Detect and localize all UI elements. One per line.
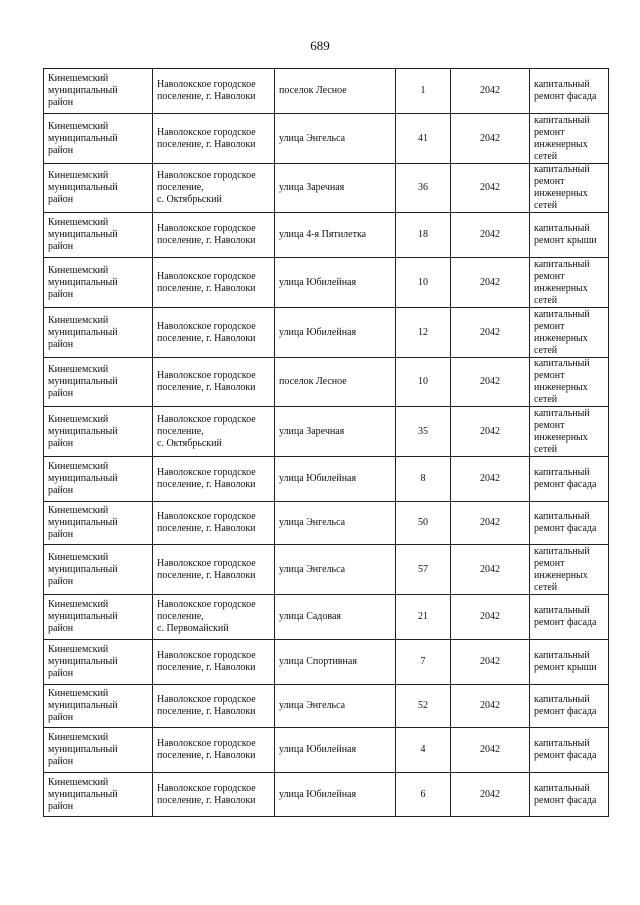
house-number-cell bbox=[396, 545, 451, 595]
year-cell bbox=[451, 213, 530, 258]
district-cell bbox=[44, 502, 153, 545]
work-type-cell bbox=[530, 640, 609, 685]
table-row bbox=[44, 114, 609, 164]
work-type-cell bbox=[530, 457, 609, 502]
settlement-cell bbox=[153, 595, 275, 640]
street-cell bbox=[275, 728, 396, 773]
street-cell-text: улица 4-я Пятилетка bbox=[279, 229, 367, 240]
work-type-cell-text: капитальный ремонт фасада bbox=[534, 467, 597, 490]
district-cell bbox=[44, 595, 153, 640]
settlement-cell-text: Наволокское городское поселение, г. Наволоки bbox=[157, 223, 256, 246]
settlement-cell-text: Наволокское городское поселение, г. Наволоки bbox=[157, 370, 256, 393]
district-cell bbox=[44, 773, 153, 817]
settlement-cell bbox=[153, 213, 275, 258]
work-type-cell bbox=[530, 685, 609, 728]
settlement-cell bbox=[153, 258, 275, 308]
year-cell-text: 2042 bbox=[480, 132, 500, 144]
house-number-cell-text: 12 bbox=[418, 326, 428, 338]
work-type-cell-text: капитальный ремонт инженерных сетей bbox=[534, 114, 590, 162]
district-cell-text: Кинешемский муниципальный район bbox=[48, 413, 118, 449]
house-number-cell bbox=[396, 595, 451, 640]
district-cell bbox=[44, 407, 153, 457]
street-cell bbox=[275, 114, 396, 164]
work-type-cell-text: капитальный ремонт фасада bbox=[534, 694, 597, 717]
district-cell-text: Кинешемский муниципальный район bbox=[48, 73, 118, 108]
settlement-cell bbox=[153, 773, 275, 817]
table-row bbox=[44, 502, 609, 545]
house-number-cell bbox=[396, 502, 451, 545]
work-type-cell bbox=[530, 358, 609, 407]
table-row bbox=[44, 164, 609, 213]
settlement-cell bbox=[153, 407, 275, 457]
year-cell-text: 2042 bbox=[480, 276, 500, 288]
year-cell bbox=[451, 114, 530, 164]
district-cell-text: Кинешемский муниципальный район bbox=[48, 599, 118, 634]
house-number-cell-text: 10 bbox=[418, 376, 428, 387]
year-cell bbox=[451, 728, 530, 773]
district-cell-text: Кинешемский муниципальный район bbox=[48, 688, 118, 723]
year-cell bbox=[451, 358, 530, 407]
table-row bbox=[44, 685, 609, 728]
year-cell-text: 2042 bbox=[480, 656, 500, 667]
house-number-cell-text: 50 bbox=[418, 517, 428, 528]
year-cell bbox=[451, 773, 530, 817]
house-number-cell-text: 21 bbox=[418, 611, 428, 622]
district-cell-text: Кинешемский муниципальный район bbox=[48, 364, 118, 399]
year-cell-text: 2042 bbox=[480, 85, 500, 96]
table-body bbox=[44, 69, 609, 817]
street-cell-text: поселок Лесное bbox=[279, 376, 347, 387]
work-type-cell-text: капитальный ремонт фасада bbox=[534, 605, 597, 628]
year-cell bbox=[451, 457, 530, 502]
district-cell-text: Кинешемский муниципальный район bbox=[48, 732, 118, 767]
work-type-cell-text: капитальный ремонт крыши bbox=[534, 650, 597, 673]
house-number-cell bbox=[396, 213, 451, 258]
house-number-cell-text: 7 bbox=[420, 656, 426, 667]
district-cell-text: Кинешемский муниципальный район bbox=[48, 776, 118, 812]
settlement-cell bbox=[153, 685, 275, 728]
street-cell-text: улица Спортивная bbox=[279, 656, 357, 667]
house-number-cell bbox=[396, 773, 451, 817]
house-number-cell-text: 8 bbox=[420, 473, 426, 484]
house-number-cell-text: 18 bbox=[418, 229, 428, 240]
street-cell-text: улица Энгельса bbox=[279, 563, 346, 575]
district-cell bbox=[44, 213, 153, 258]
house-number-cell-text: 57 bbox=[418, 563, 428, 575]
street-cell bbox=[275, 457, 396, 502]
district-cell bbox=[44, 545, 153, 595]
settlement-cell-text: Наволокское городское поселение, г. Наволоки bbox=[157, 738, 256, 761]
year-cell-text: 2042 bbox=[480, 611, 500, 622]
district-cell-text: Кинешемский муниципальный район bbox=[48, 170, 118, 205]
work-type-cell-text: капитальный ремонт фасада bbox=[534, 738, 597, 761]
house-number-cell bbox=[396, 114, 451, 164]
year-cell bbox=[451, 308, 530, 358]
settlement-cell bbox=[153, 69, 275, 114]
house-number-cell bbox=[396, 258, 451, 308]
work-type-cell bbox=[530, 114, 609, 164]
year-cell bbox=[451, 685, 530, 728]
table-row bbox=[44, 457, 609, 502]
settlement-cell-text: Наволокское городское поселение, г. Наволоки bbox=[157, 126, 256, 150]
year-cell-text: 2042 bbox=[480, 182, 500, 193]
street-cell bbox=[275, 545, 396, 595]
house-number-cell-text: 1 bbox=[420, 85, 426, 96]
house-number-cell bbox=[396, 685, 451, 728]
settlement-cell bbox=[153, 114, 275, 164]
house-number-cell-text: 36 bbox=[418, 182, 428, 193]
year-cell bbox=[451, 69, 530, 114]
settlement-cell bbox=[153, 164, 275, 213]
table-row bbox=[44, 545, 609, 595]
house-number-cell-text: 6 bbox=[420, 788, 426, 800]
settlement-cell-text: Наволокское городское поселение, г. Наволоки bbox=[157, 320, 256, 344]
work-type-cell bbox=[530, 728, 609, 773]
table-row bbox=[44, 258, 609, 308]
year-cell-text: 2042 bbox=[480, 563, 500, 575]
year-cell-text: 2042 bbox=[480, 788, 500, 800]
work-type-cell bbox=[530, 258, 609, 308]
street-cell bbox=[275, 773, 396, 817]
street-cell-text: улица Садовая bbox=[279, 611, 342, 622]
district-cell bbox=[44, 114, 153, 164]
street-cell bbox=[275, 164, 396, 213]
year-cell bbox=[451, 258, 530, 308]
work-type-cell-text: капитальный ремонт инженерных сетей bbox=[534, 545, 590, 593]
settlement-cell-text: Наволокское городское поселение, г. Наволоки bbox=[157, 557, 256, 581]
settlement-cell-text: Наволокское городское поселение, г. Наволоки bbox=[157, 270, 256, 294]
house-number-cell-text: 10 bbox=[418, 276, 428, 288]
street-cell-text: поселок Лесное bbox=[279, 85, 347, 96]
page-number: 689 bbox=[310, 38, 330, 53]
district-cell bbox=[44, 164, 153, 213]
work-type-cell bbox=[530, 773, 609, 817]
year-cell-text: 2042 bbox=[480, 425, 500, 437]
table-row bbox=[44, 640, 609, 685]
district-cell-text: Кинешемский муниципальный район bbox=[48, 644, 118, 679]
work-type-cell-text: капитальный ремонт фасада bbox=[534, 79, 597, 102]
district-cell bbox=[44, 258, 153, 308]
year-cell-text: 2042 bbox=[480, 326, 500, 338]
house-number-cell bbox=[396, 308, 451, 358]
table-row bbox=[44, 358, 609, 407]
year-cell-text: 2042 bbox=[480, 473, 500, 484]
street-cell bbox=[275, 407, 396, 457]
house-number-cell bbox=[396, 69, 451, 114]
work-type-cell-text: капитальный ремонт инженерных сетей bbox=[534, 308, 590, 356]
district-cell-text: Кинешемский муниципальный район bbox=[48, 217, 118, 252]
work-type-cell bbox=[530, 69, 609, 114]
street-cell-text: улица Юбилейная bbox=[279, 276, 357, 288]
work-type-cell-text: капитальный ремонт инженерных сетей bbox=[534, 358, 590, 405]
year-cell-text: 2042 bbox=[480, 376, 500, 387]
table-row bbox=[44, 69, 609, 114]
work-type-cell-text: капитальный ремонт инженерных сетей bbox=[534, 164, 590, 211]
settlement-cell bbox=[153, 457, 275, 502]
street-cell bbox=[275, 308, 396, 358]
table-row bbox=[44, 213, 609, 258]
district-cell-text: Кинешемский муниципальный район bbox=[48, 551, 118, 587]
settlement-cell bbox=[153, 502, 275, 545]
street-cell bbox=[275, 685, 396, 728]
year-cell bbox=[451, 164, 530, 213]
street-cell-text: улица Юбилейная bbox=[279, 473, 357, 484]
district-cell bbox=[44, 69, 153, 114]
district-cell bbox=[44, 308, 153, 358]
settlement-cell-text: Наволокское городское поселение, г. Наволоки bbox=[157, 650, 256, 673]
street-cell bbox=[275, 258, 396, 308]
street-cell bbox=[275, 595, 396, 640]
work-type-cell-text: капитальный ремонт крыши bbox=[534, 223, 597, 246]
year-cell-text: 2042 bbox=[480, 744, 500, 755]
street-cell-text: улица Заречная bbox=[279, 182, 345, 193]
work-type-cell-text: капитальный ремонт фасада bbox=[534, 782, 597, 806]
street-cell bbox=[275, 502, 396, 545]
street-cell-text: улица Юбилейная bbox=[279, 744, 357, 755]
table-row bbox=[44, 308, 609, 358]
work-type-cell-text: капитальный ремонт фасада bbox=[534, 511, 597, 534]
house-number-cell bbox=[396, 640, 451, 685]
house-number-cell-text: 41 bbox=[418, 132, 428, 144]
settlement-cell bbox=[153, 545, 275, 595]
work-type-cell bbox=[530, 164, 609, 213]
year-cell bbox=[451, 545, 530, 595]
district-cell bbox=[44, 640, 153, 685]
year-cell-text: 2042 bbox=[480, 700, 500, 711]
year-cell-text: 2042 bbox=[480, 229, 500, 240]
house-number-cell-text: 52 bbox=[418, 700, 428, 711]
street-cell-text: улица Энгельса bbox=[279, 700, 346, 711]
work-type-cell bbox=[530, 213, 609, 258]
table-row bbox=[44, 407, 609, 457]
district-cell bbox=[44, 728, 153, 773]
house-number-cell-text: 4 bbox=[420, 744, 426, 755]
repair-schedule-table bbox=[43, 68, 609, 817]
street-cell bbox=[275, 213, 396, 258]
house-number-cell bbox=[396, 407, 451, 457]
work-type-cell bbox=[530, 308, 609, 358]
house-number-cell-text: 35 bbox=[418, 425, 428, 437]
district-cell-text: Кинешемский муниципальный район bbox=[48, 264, 118, 300]
house-number-cell bbox=[396, 358, 451, 407]
work-type-cell-text: капитальный ремонт инженерных сетей bbox=[534, 407, 590, 455]
street-cell-text: улица Юбилейная bbox=[279, 788, 357, 800]
work-type-cell bbox=[530, 545, 609, 595]
street-cell bbox=[275, 69, 396, 114]
settlement-cell-text: Наволокское городское поселение, с. Октябрьский bbox=[157, 170, 256, 205]
work-type-cell-text: капитальный ремонт инженерных сетей bbox=[534, 258, 590, 306]
district-cell bbox=[44, 685, 153, 728]
work-type-cell bbox=[530, 407, 609, 457]
settlement-cell bbox=[153, 308, 275, 358]
house-number-cell bbox=[396, 164, 451, 213]
work-type-cell bbox=[530, 502, 609, 545]
settlement-cell-text: Наволокское городское поселение, г. Наволоки bbox=[157, 467, 256, 490]
table-row bbox=[44, 773, 609, 817]
district-cell-text: Кинешемский муниципальный район bbox=[48, 505, 118, 540]
table-row bbox=[44, 728, 609, 773]
settlement-cell-text: Наволокское городское поселение, г. Наволоки bbox=[157, 694, 256, 717]
house-number-cell bbox=[396, 457, 451, 502]
settlement-cell-text: Наволокское городское поселение, г. Наволоки bbox=[157, 79, 256, 102]
district-cell bbox=[44, 358, 153, 407]
street-cell-text: улица Энгельса bbox=[279, 517, 346, 528]
settlement-cell bbox=[153, 358, 275, 407]
settlement-cell-text: Наволокское городское поселение, г. Наволоки bbox=[157, 511, 256, 534]
settlement-cell-text: Наволокское городское поселение, с. Октябрьский bbox=[157, 413, 256, 449]
district-cell bbox=[44, 457, 153, 502]
district-cell-text: Кинешемский муниципальный район bbox=[48, 314, 118, 350]
work-type-cell bbox=[530, 595, 609, 640]
settlement-cell bbox=[153, 728, 275, 773]
district-cell-text: Кинешемский муниципальный район bbox=[48, 461, 118, 496]
street-cell-text: улица Заречная bbox=[279, 425, 345, 437]
house-number-cell bbox=[396, 728, 451, 773]
district-cell-text: Кинешемский муниципальный район bbox=[48, 120, 118, 156]
street-cell bbox=[275, 640, 396, 685]
table-row bbox=[44, 595, 609, 640]
year-cell-text: 2042 bbox=[480, 517, 500, 528]
settlement-cell-text: Наволокское городское поселение, г. Наволоки bbox=[157, 782, 256, 806]
street-cell-text: улица Юбилейная bbox=[279, 326, 357, 338]
year-cell bbox=[451, 502, 530, 545]
year-cell bbox=[451, 595, 530, 640]
street-cell bbox=[275, 358, 396, 407]
year-cell bbox=[451, 640, 530, 685]
settlement-cell-text: Наволокское городское поселение, с. Первомайский bbox=[157, 599, 256, 634]
year-cell bbox=[451, 407, 530, 457]
street-cell-text: улица Энгельса bbox=[279, 132, 346, 144]
settlement-cell bbox=[153, 640, 275, 685]
